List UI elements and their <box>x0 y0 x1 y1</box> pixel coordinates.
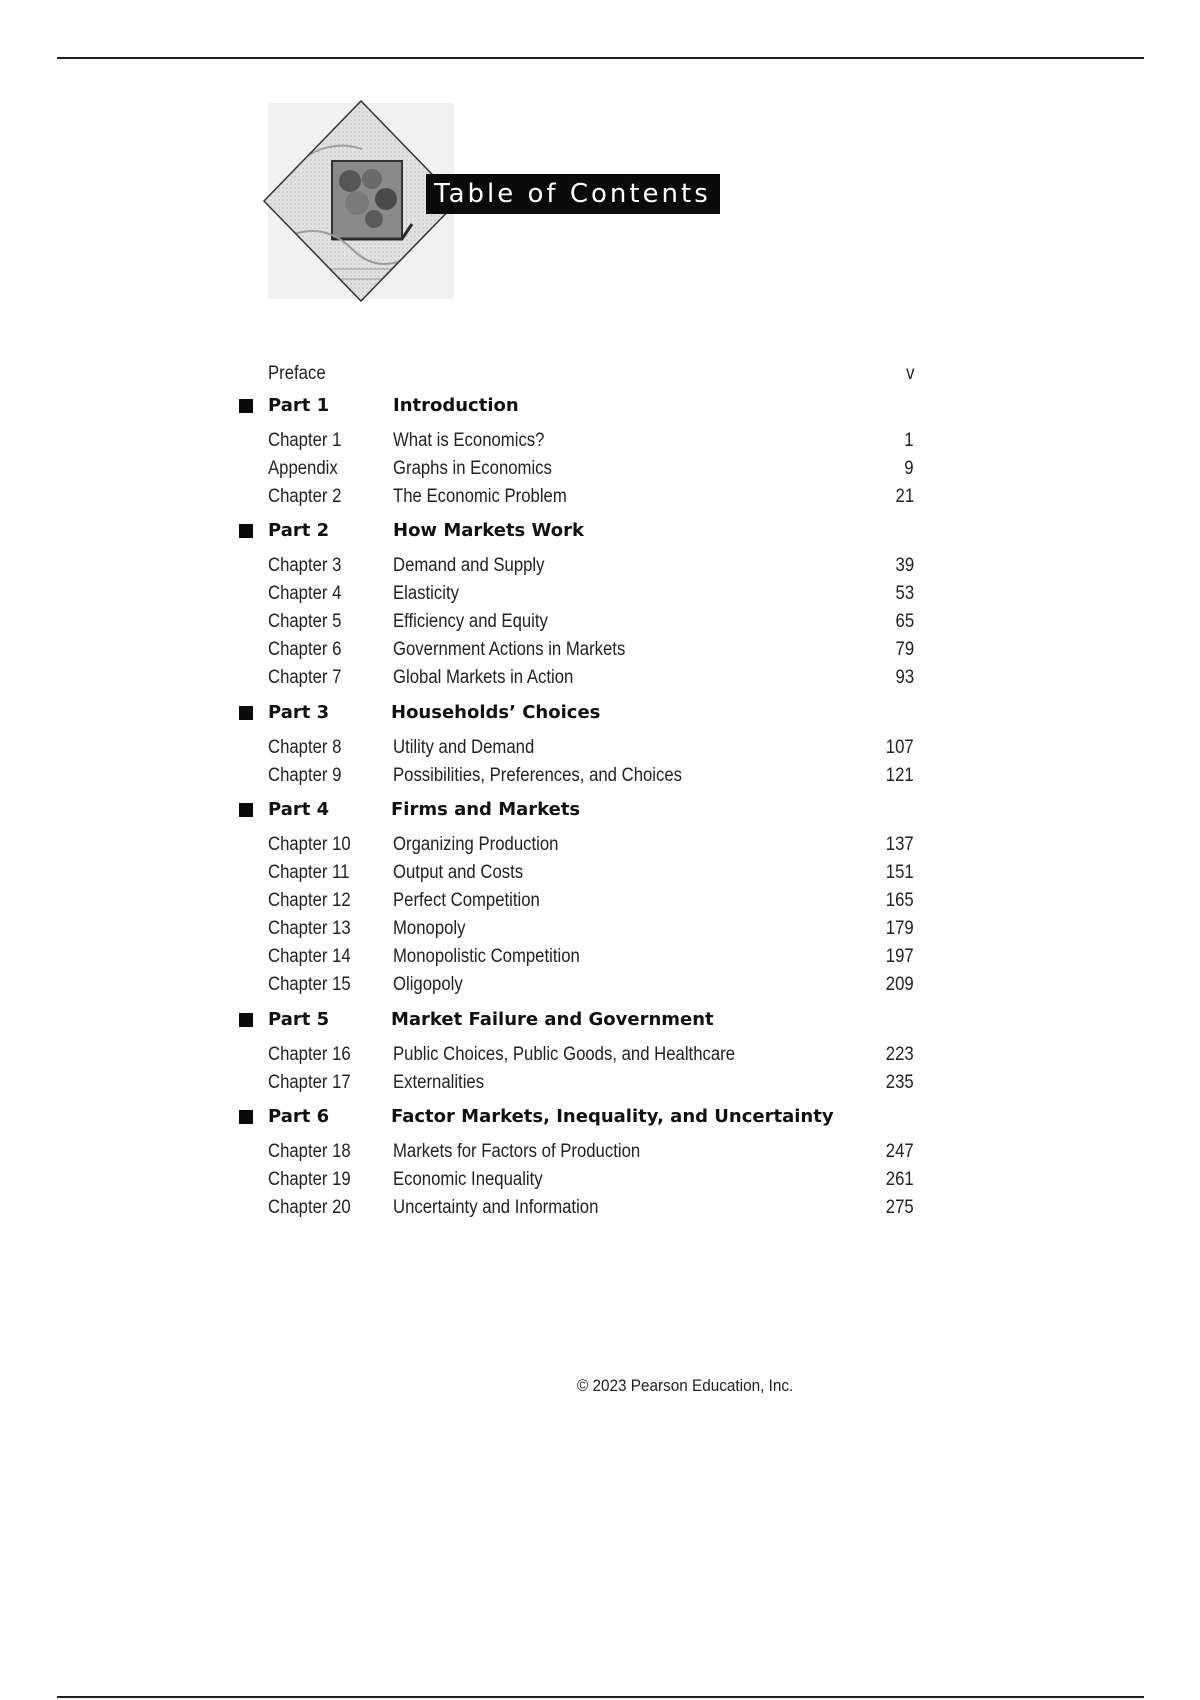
chapter-label: Chapter 9 <box>268 765 342 786</box>
part-label: Part 2 <box>268 520 330 541</box>
chapter-title: Monopoly <box>393 918 466 939</box>
chapter-title: Externalities <box>393 1072 485 1093</box>
toc-row-chapter-9[interactable] <box>0 763 1200 789</box>
chapter-title: Global Markets in Action <box>393 667 574 688</box>
chapter-title: Public Choices, Public Goods, and Healthcare <box>393 1044 736 1065</box>
chapter-label: Chapter 6 <box>268 639 342 660</box>
chapter-label: Chapter 17 <box>268 1072 351 1093</box>
chapter-page: 235 <box>886 1072 914 1093</box>
toc-row-chapter-18[interactable] <box>0 1139 1200 1165</box>
toc-row-chapter-8[interactable] <box>0 735 1200 761</box>
preface-label: Preface <box>268 363 326 384</box>
part-title: Households’ Choices <box>391 702 601 723</box>
chapter-label: Chapter 8 <box>268 737 342 758</box>
part-title: Firms and Markets <box>391 799 581 820</box>
copyright-notice: © 2023 Pearson Education, Inc. <box>577 1376 794 1395</box>
part-label: Part 6 <box>268 1106 330 1127</box>
chapter-title: Perfect Competition <box>393 890 540 911</box>
chapter-title: Government Actions in Markets <box>393 639 626 660</box>
chapter-label: Appendix <box>268 458 338 479</box>
chapter-title: Oligopoly <box>393 974 463 995</box>
chapter-title: Possibilities, Preferences, and Choices <box>393 765 683 786</box>
part-title: How Markets Work <box>393 520 584 541</box>
square-bullet-icon <box>239 803 253 817</box>
toc-row-chapter-11[interactable] <box>0 860 1200 886</box>
part-label: Part 4 <box>268 799 330 820</box>
chapter-label: Chapter 18 <box>268 1141 351 1162</box>
toc-row-chapter-10[interactable] <box>0 832 1200 858</box>
toc-row-chapter-14[interactable] <box>0 944 1200 970</box>
toc-row-chapter-3[interactable] <box>0 553 1200 579</box>
toc-row-chapter-20[interactable] <box>0 1195 1200 1221</box>
toc-row-chapter-4[interactable] <box>0 581 1200 607</box>
chapter-page: 197 <box>886 946 914 967</box>
chapter-label: Chapter 12 <box>268 890 351 911</box>
square-bullet-icon <box>239 399 253 413</box>
chapter-label: Chapter 11 <box>268 862 350 883</box>
chapter-page: 9 <box>904 458 914 479</box>
chapter-label: Chapter 10 <box>268 834 351 855</box>
chapter-title: What is Economics? <box>393 430 545 451</box>
chapter-label: Chapter 5 <box>268 611 342 632</box>
toc-row-chapter-13[interactable] <box>0 916 1200 942</box>
chapter-page: 137 <box>886 834 914 855</box>
chapter-page: 247 <box>886 1141 914 1162</box>
chapter-page: 209 <box>886 974 914 995</box>
part-heading-5 <box>0 1007 1200 1033</box>
part-title: Introduction <box>393 395 519 416</box>
chapter-title: Utility and Demand <box>393 737 535 758</box>
chapter-page: 1 <box>904 430 914 451</box>
part-title: Factor Markets, Inequality, and Uncertainty <box>391 1106 834 1127</box>
chapter-page: 79 <box>895 639 914 660</box>
chapter-label: Chapter 16 <box>268 1044 351 1065</box>
chapter-title: Efficiency and Equity <box>393 611 548 632</box>
chapter-title: Organizing Production <box>393 834 559 855</box>
toc-row-chapter-15[interactable] <box>0 972 1200 998</box>
chapter-label: Chapter 2 <box>268 486 342 507</box>
chapter-label: Chapter 14 <box>268 946 351 967</box>
chapter-title: Graphs in Economics <box>393 458 552 479</box>
square-bullet-icon <box>239 706 253 720</box>
toc-row-chapter-7[interactable] <box>0 665 1200 691</box>
part-heading-2 <box>0 518 1200 544</box>
square-bullet-icon <box>239 1110 253 1124</box>
part-label: Part 1 <box>268 395 330 416</box>
chapter-label: Chapter 3 <box>268 555 342 576</box>
chapter-title: Monopolistic Competition <box>393 946 580 967</box>
chapter-label: Chapter 15 <box>268 974 351 995</box>
chapter-label: Chapter 1 <box>268 430 342 451</box>
chapter-page: 107 <box>886 737 914 758</box>
toc-row-chapter-1[interactable] <box>0 428 1200 454</box>
chapter-page: 93 <box>895 667 914 688</box>
chapter-page: 21 <box>895 486 914 507</box>
chapter-title: Output and Costs <box>393 862 524 883</box>
table-of-contents-banner: Table of Contents <box>426 174 720 214</box>
chapter-page: 121 <box>886 765 914 786</box>
part-title: Market Failure and Government <box>391 1009 714 1030</box>
chapter-label: Chapter 19 <box>268 1169 351 1190</box>
square-bullet-icon <box>239 524 253 538</box>
chapter-label: Chapter 4 <box>268 583 342 604</box>
toc-row-chapter-19[interactable] <box>0 1167 1200 1193</box>
toc-row-chapter-12[interactable] <box>0 888 1200 914</box>
chapter-label: Chapter 20 <box>268 1197 351 1218</box>
part-label: Part 5 <box>268 1009 330 1030</box>
chapter-page: 261 <box>886 1169 914 1190</box>
chapter-page: 165 <box>886 890 914 911</box>
toc-row-chapter-16[interactable] <box>0 1042 1200 1068</box>
chapter-title: Elasticity <box>393 583 459 604</box>
part-heading-6 <box>0 1104 1200 1130</box>
chapter-page: 65 <box>895 611 914 632</box>
chapter-title: Demand and Supply <box>393 555 545 576</box>
chapter-page: 275 <box>886 1197 914 1218</box>
bottom-rule <box>57 1696 1144 1698</box>
toc-row-chapter-6[interactable] <box>0 637 1200 663</box>
chapter-title: Markets for Factors of Production <box>393 1141 641 1162</box>
chapter-page: 39 <box>895 555 914 576</box>
part-heading-4 <box>0 797 1200 823</box>
chapter-title: Economic Inequality <box>393 1169 543 1190</box>
chapter-page: 179 <box>886 918 914 939</box>
chapter-page: 151 <box>886 862 914 883</box>
part-heading-3 <box>0 700 1200 726</box>
preface-page: v <box>905 363 914 384</box>
toc-row-appendix[interactable] <box>0 456 1200 482</box>
chapter-page: 223 <box>886 1044 914 1065</box>
chapter-label: Chapter 7 <box>268 667 342 688</box>
part-heading-1 <box>0 393 1200 419</box>
toc-row-chapter-5[interactable] <box>0 609 1200 635</box>
chapter-page: 53 <box>895 583 914 604</box>
chapter-title: Uncertainty and Information <box>393 1197 599 1218</box>
chapter-title: The Economic Problem <box>393 486 567 507</box>
square-bullet-icon <box>239 1013 253 1027</box>
part-label: Part 3 <box>268 702 330 723</box>
toc-row-preface[interactable] <box>0 361 1200 387</box>
chapter-label: Chapter 13 <box>268 918 351 939</box>
toc-row-chapter-17[interactable] <box>0 1070 1200 1096</box>
toc-row-chapter-2[interactable] <box>0 484 1200 510</box>
